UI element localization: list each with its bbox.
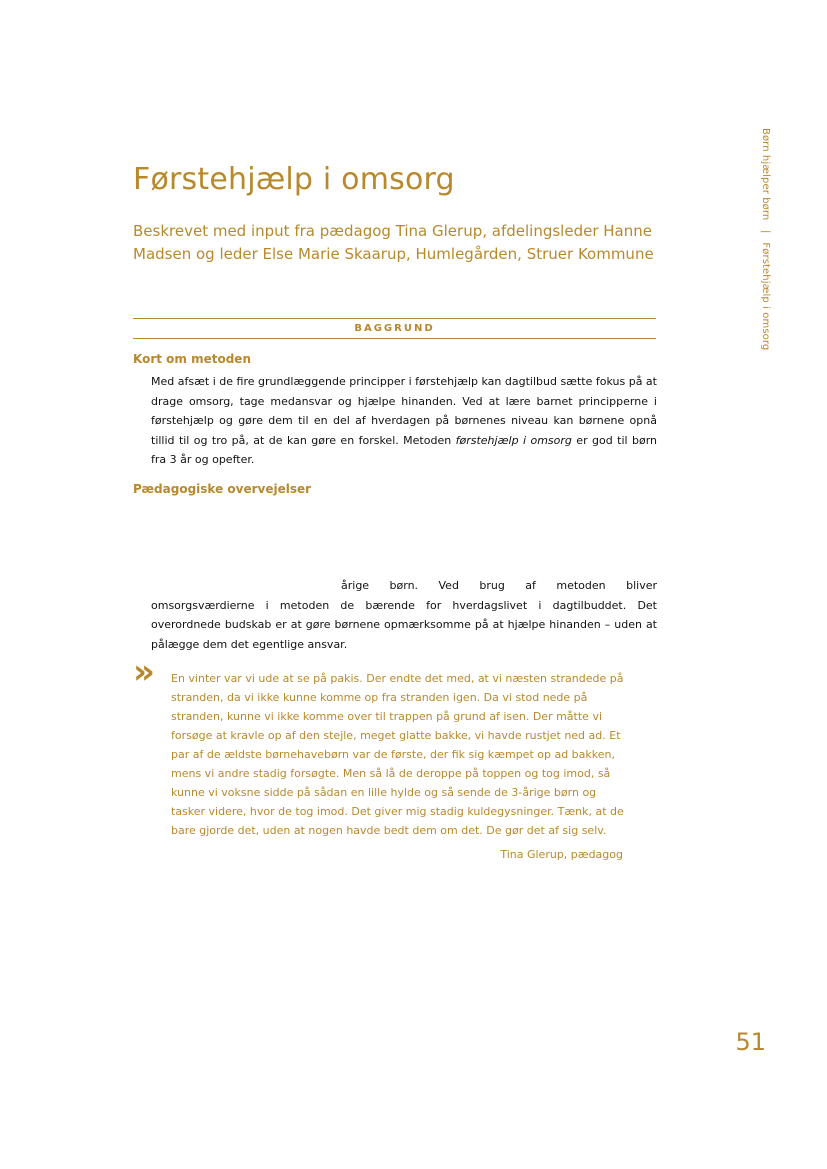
quote-attribution: Tina Glerup, pædagog [500,848,623,861]
running-head-separator: | [760,229,771,234]
paragraph-kort-part1: Med afsæt i de fire grundlæggende principper i førstehjælp kan dagtilbud sætte fokus på at drage omsorg, tage medansvar og hjælpe hinanden. Ved at lære barnet principperne i førstehjælp og gøre dem til en del af hverdagen på børnenes niveau kan børnene opnå tillid til og tro på, at de kan gøre en forskel. Metoden [151,375,657,447]
running-head [757,128,771,351]
page-number: 51 [735,1028,766,1056]
section-label: BAGGRUND [133,318,656,339]
quote-text: En vinter var vi ude at se på pakis. Der endte det med, at vi næsten strandede på stranden, da vi ikke kunne komme op fra stranden igen. Da vi stod nede på stranden, kunne vi ikke komme over til trappen på grund af isen. Der måtte vi forsøge at kravle op af den stejle, meget glatte bakke, vi havde rustjet ned ad. Et par af de ældste børnehavebørn var de første, der fik sig kæmpet op ad bakken, mens vi andre stadig forsøgte. Men så lå de deroppe på toppen og tog imod, så kunne vi voksne sidde på sådan en lille hylde og så sende de 3-årige børn og tasker videre, hvor de tog imod. Det giver mig stadig kuldegysninger. Tænk, at de bare gjorde det, uden at nogen havde bedt dem om det. De gør det af sig selv. [171,672,624,837]
page-title: Førstehjælp i omsorg [133,162,455,197]
heading-paedagogiske-overvejelser: Pædagogiske overvejelser [133,482,312,496]
method-name-italic: førstehjælp i omsorg [455,433,572,447]
paragraph-kort-om-metoden [151,372,657,470]
page-subtitle: Beskrevet med input fra pædagog Tina Glerup, afdelingsleder Hanne Madsen og leder Else Marie Skaarup, Humlegården, Struer Kommune [133,222,654,263]
quote-mark-icon: » [133,652,155,692]
heading-kort-om-metoden: Kort om metoden [133,352,251,366]
paragraph-paedagogiske-overvejelser: årige børn. Ved brug af metoden bliver omsorgsværdierne i metoden de bærende for hverdagslivet i dagtilbuddet. Det overordnede budskab er at gøre børnene opmærksomme på at hjælpe hinanden – uden at pålægge dem det egentlige ansvar. [151,579,657,651]
paragraph-kort-part2: er god til børn fra 3 år og opefter. [151,433,657,466]
running-head-chapter: Førstehjælp i omsorg [760,242,771,351]
running-head-book: Børn hjælper børn [760,128,771,221]
